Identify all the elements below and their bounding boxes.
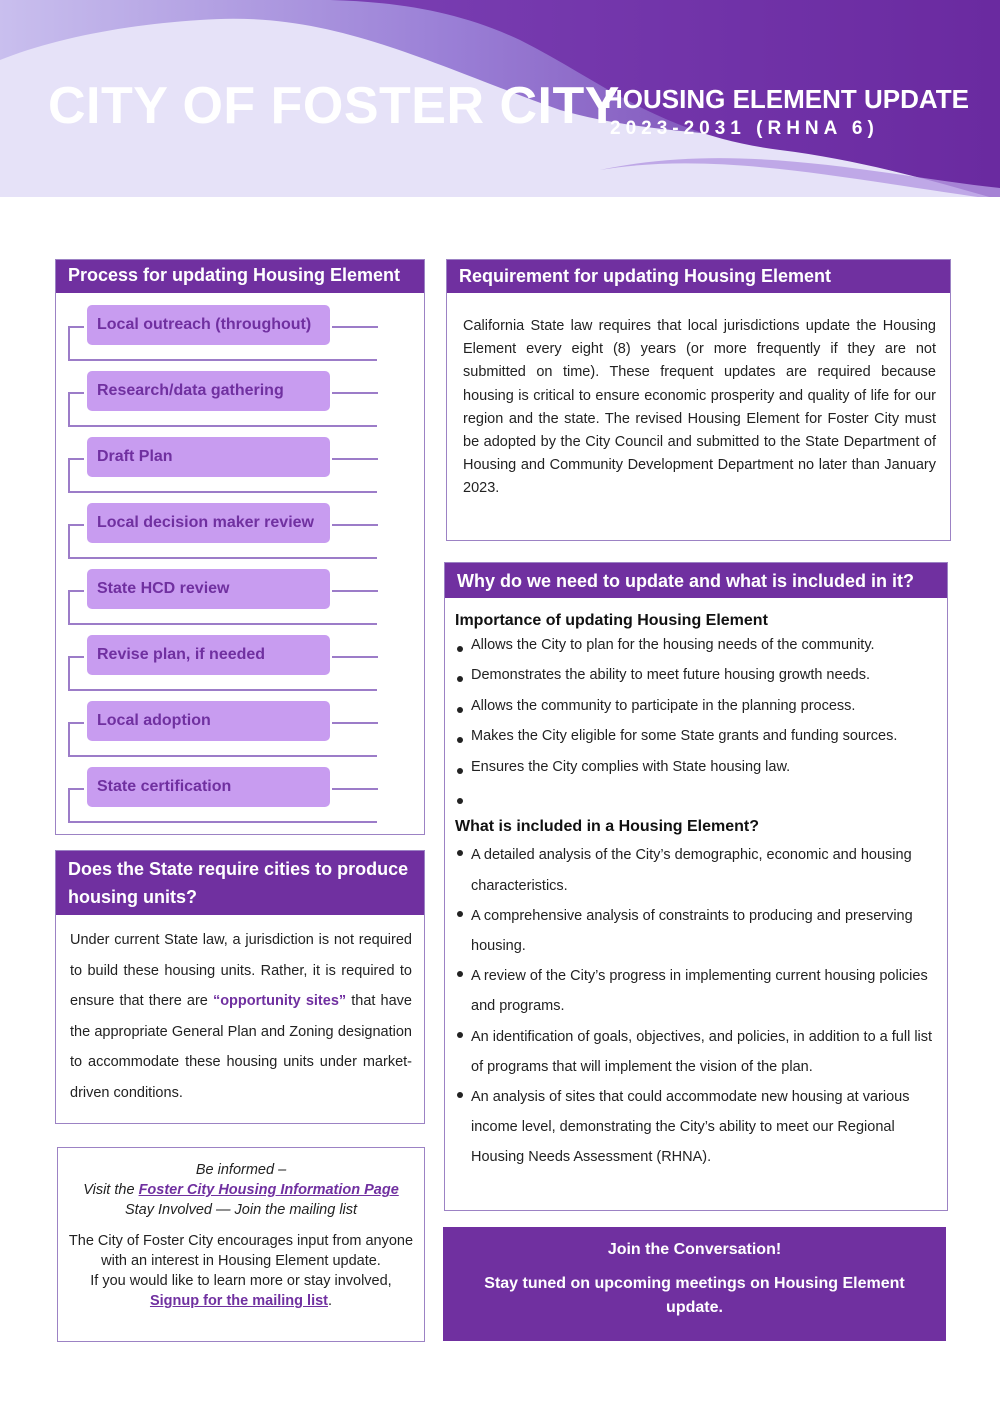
- step-label: Revise plan, if needed: [87, 635, 330, 675]
- included-heading: What is included in a Housing Element?: [455, 818, 760, 836]
- visit-prefix: Visit the: [83, 1182, 139, 1199]
- city-title: CITY OF FOSTER CITY: [48, 77, 620, 135]
- importance-heading: Importance of updating Housing Element: [455, 612, 768, 629]
- process-step: [56, 635, 424, 701]
- list-item: A comprehensive analysis of constraints to producing and preserving housing.: [455, 901, 937, 961]
- signup-line: [66, 1291, 416, 1311]
- step-connector-tick: [68, 524, 84, 526]
- list-item: An identification of goals, objectives, and policies, in addition to a full list of programs that will implement the vision of the plan.: [455, 1022, 937, 1082]
- step-connector-tick: [332, 392, 378, 394]
- list-item: [455, 788, 937, 806]
- importance-list: [455, 636, 937, 806]
- process-heading: Process for updating Housing Element: [56, 260, 424, 293]
- process-step: [56, 437, 424, 503]
- state-require-box: [55, 850, 425, 1124]
- opportunity-sites-highlight: “opportunity sites”: [212, 993, 347, 1009]
- learn-more-line: If you would like to learn more or stay involved,: [90, 1273, 392, 1290]
- step-connector-tick: [332, 722, 378, 724]
- step-connector-tick: [332, 524, 378, 526]
- step-connector-tick: [68, 590, 84, 592]
- join-text: Stay tuned on upcoming meetings on Housing Element update.: [484, 1275, 905, 1316]
- list-item: A detailed analysis of the City’s demographic, economic and housing characteristics.: [455, 840, 937, 900]
- list-item: Demonstrates the ability to meet future housing growth needs.: [455, 666, 937, 684]
- requirement-heading: Requirement for updating Housing Element: [447, 260, 950, 293]
- list-item: A review of the City’s progress in implementing current housing policies and programs.: [455, 961, 937, 1021]
- process-step: [56, 569, 424, 635]
- page-subtitle: 2023-2031 (RHNA 6): [610, 118, 879, 139]
- step-label: Local outreach (throughout): [87, 305, 330, 345]
- visit-line: [66, 1180, 416, 1200]
- header-banner: [0, 0, 1000, 200]
- step-connector-tick: [68, 656, 84, 658]
- step-connector-tick: [68, 722, 84, 724]
- process-step: [56, 503, 424, 569]
- stay-involved-line: Stay Involved — Join the mailing list: [124, 1202, 358, 1219]
- encourage-text: The City of Foster City encourages input from anyone with an interest in Housing Element update.: [68, 1232, 414, 1269]
- process-step: [56, 371, 424, 437]
- requirement-text: California State law requires that local jurisdictions update the Housing Element every eight (8) years (or more frequently if they are not submitted on time). These frequent updates are required because housing is critical to ensure economic prosperity and quality of life for our region and the state. The revised Housing Element for Foster City must be adopted by the City Council and submitted to the State Department of Housing and Community Development Department no later than January 2023.: [463, 318, 936, 497]
- step-label: Research/data gathering: [87, 371, 330, 411]
- signup-mailing-list-link[interactable]: Signup for the mailing list: [149, 1293, 328, 1310]
- state-require-text-part: Under current State law, a jurisdiction is not required to build these housing units. Rather, it is required to ensure that there are: [70, 932, 412, 1009]
- join-title: Join the Conversation!: [607, 1241, 782, 1258]
- step-connector-tick: [332, 326, 378, 328]
- why-box: [444, 562, 948, 1211]
- step-label: State HCD review: [87, 569, 330, 609]
- step-connector-tick: [68, 326, 84, 328]
- page-title: HOUSING ELEMENT UPDATE: [604, 84, 969, 114]
- step-connector-tick: [68, 392, 84, 394]
- list-item: An analysis of sites that could accommodate new housing at various income level, demonstrating the City’s ability to meet our Regional Housing Needs Assessment (RHNA).: [455, 1082, 937, 1173]
- why-heading: Why do we need to update and what is included in it?: [445, 563, 947, 598]
- be-informed-line: Be informed –: [195, 1162, 287, 1178]
- process-box: [55, 259, 425, 835]
- info-box: [57, 1147, 425, 1342]
- process-step: [56, 767, 424, 833]
- step-label: Draft Plan: [87, 437, 330, 477]
- housing-info-page-link[interactable]: Foster City Housing Information Page: [138, 1182, 399, 1199]
- step-connector-tick: [68, 458, 84, 460]
- requirement-box: [446, 259, 951, 541]
- list-item: Ensures the City complies with State housing law.: [455, 758, 937, 776]
- list-item: Allows the community to participate in the planning process.: [455, 697, 937, 715]
- step-connector-tick: [332, 458, 378, 460]
- state-require-text-part: that have the appropriate General Plan and Zoning designation to accommodate these housing units under market-driven conditions.: [70, 993, 412, 1101]
- process-step: [56, 701, 424, 767]
- step-label: Local decision maker review: [87, 503, 330, 543]
- state-require-heading: Does the State require cities to produce housing units?: [56, 851, 424, 915]
- state-require-text: [56, 915, 424, 1108]
- join-conversation-box: [443, 1227, 946, 1341]
- step-connector-tick: [332, 590, 378, 592]
- list-item: Allows the City to plan for the housing needs of the community.: [455, 636, 937, 654]
- step-label: State certification: [87, 767, 330, 807]
- process-step: [56, 305, 424, 371]
- step-connector-tick: [332, 656, 378, 658]
- signup-suffix: .: [328, 1293, 333, 1310]
- list-item: Makes the City eligible for some State grants and funding sources.: [455, 727, 937, 745]
- step-label: Local adoption: [87, 701, 330, 741]
- step-connector-tick: [332, 788, 378, 790]
- included-list: [455, 840, 937, 1172]
- step-connector-tick: [68, 788, 84, 790]
